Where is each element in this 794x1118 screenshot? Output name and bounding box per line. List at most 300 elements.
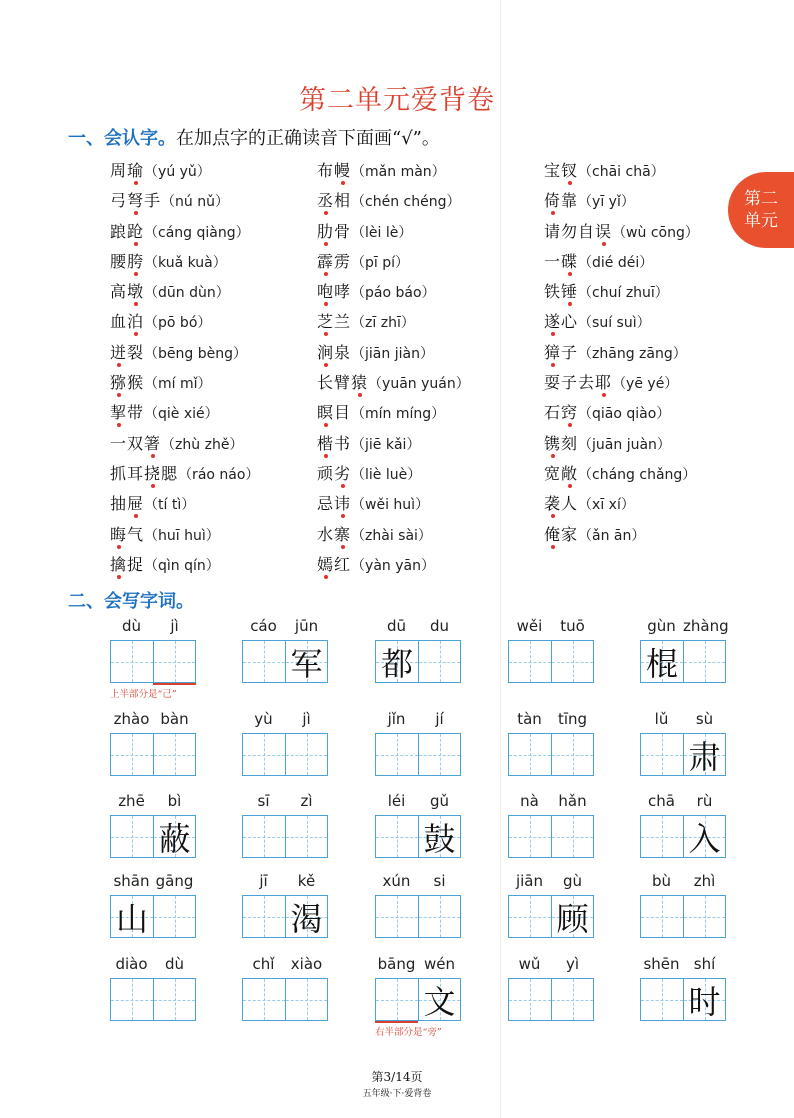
word-char: 腰 <box>110 251 128 271</box>
word-char: 红 <box>334 554 352 574</box>
tianzige-box <box>110 815 196 858</box>
pinyin-syllable: diào <box>115 955 148 973</box>
word-column-2 <box>317 157 470 581</box>
pinyin-syllable: tàn <box>517 710 542 728</box>
pinyin-syllable: tīng <box>557 710 588 728</box>
word-text <box>110 161 144 180</box>
pinyin-label <box>242 710 328 732</box>
word-char: 带 <box>127 403 145 423</box>
pinyin-options[interactable]: （kuǎ kuà） <box>144 254 227 271</box>
word-item <box>317 369 470 399</box>
pinyin-syllable: wǔ <box>518 955 541 973</box>
pinyin-options[interactable]: （yú yǔ） <box>144 164 211 180</box>
pinyin-options[interactable]: （chuí zhuī） <box>578 285 669 302</box>
word-char: 书 <box>334 433 352 453</box>
pinyin-syllable: gāng <box>155 872 194 890</box>
pinyin-options[interactable]: （dūn dùn） <box>144 285 230 302</box>
word-text <box>317 434 351 453</box>
word-text <box>110 494 144 513</box>
pinyin-syllable: shēn <box>643 955 680 973</box>
writing-square[interactable] <box>641 979 683 1020</box>
word-item <box>110 308 259 338</box>
word-item <box>110 490 259 520</box>
word-text <box>544 494 578 513</box>
pinyin-options[interactable]: （ráo náo） <box>178 466 260 483</box>
tianzige-box <box>375 895 461 938</box>
pinyin-syllable: jǐn <box>387 710 406 728</box>
word-char: 一 <box>110 433 128 453</box>
word-text <box>317 312 351 331</box>
word-char: 气 <box>127 524 145 544</box>
word-item <box>317 278 470 308</box>
word-item <box>544 369 699 399</box>
pinyin-options[interactable]: （yī yǐ） <box>578 194 635 211</box>
word-char: 捉 <box>127 554 145 574</box>
writing-square[interactable] <box>376 641 418 682</box>
writing-square[interactable] <box>153 816 195 857</box>
writing-square[interactable] <box>111 641 153 682</box>
word-text <box>110 555 144 574</box>
pinyin-syllable: xún <box>382 872 411 890</box>
pinyin-options[interactable]: （yē yé） <box>612 376 679 393</box>
word-text <box>544 191 578 210</box>
word-text <box>544 343 578 362</box>
word-char: 宝 <box>544 161 562 180</box>
dotted-char: 挠 <box>144 463 162 483</box>
section-1-instruction: 在加点字的正确读音下面画“√”。 <box>176 128 440 149</box>
hint-note: 上半部分是“己” <box>110 689 177 700</box>
writing-square[interactable] <box>509 896 551 937</box>
pinyin-options[interactable]: （yuān yuán） <box>368 376 470 393</box>
pinyin-label <box>242 955 328 977</box>
writing-square[interactable] <box>153 641 195 682</box>
pinyin-label <box>640 710 726 732</box>
dotted-char: 耶 <box>595 373 613 393</box>
pinyin-options[interactable]: （huī huì） <box>144 527 220 544</box>
word-char: 双 <box>127 433 145 453</box>
writing-square[interactable] <box>285 734 327 775</box>
footer-subtitle: 五年级·下·爱背卷 <box>362 1089 432 1099</box>
writing-square[interactable] <box>111 896 153 937</box>
dotted-char: 嫣 <box>317 554 335 574</box>
word-text <box>110 464 178 483</box>
pinyin-label <box>375 792 461 814</box>
pinyin-syllable: bì <box>167 792 182 810</box>
word-text <box>317 252 351 271</box>
writing-square[interactable] <box>376 734 418 775</box>
dotted-char: 泊 <box>127 312 145 332</box>
writing-square[interactable] <box>111 734 153 775</box>
pinyin-options[interactable]: （nú nǔ） <box>161 194 229 211</box>
tianzige-box <box>508 815 594 858</box>
page-number: 第3/14页 <box>371 1070 423 1084</box>
writing-square[interactable] <box>683 896 725 937</box>
writing-square[interactable] <box>683 641 725 682</box>
word-item <box>544 308 699 338</box>
pinyin-label <box>508 710 594 732</box>
pinyin-label <box>110 710 196 732</box>
writing-square[interactable] <box>153 896 195 937</box>
tianzige-box <box>375 733 461 776</box>
writing-square[interactable] <box>418 641 460 682</box>
tianzige-box <box>640 640 726 683</box>
pinyin-syllable: tuō <box>560 617 585 635</box>
word-item <box>110 521 259 551</box>
word-char: 踉 <box>110 221 128 241</box>
word-char: 子 <box>561 373 579 393</box>
dotted-char: 敞 <box>561 463 579 483</box>
writing-square[interactable] <box>551 816 593 857</box>
pinyin-options[interactable]: （zī zhī） <box>351 315 415 332</box>
writing-square[interactable] <box>243 641 285 682</box>
writing-square[interactable] <box>376 979 418 1020</box>
word-char: 哮 <box>334 282 352 302</box>
pinyin-options[interactable]: （dié déi） <box>578 254 654 271</box>
pinyin-options[interactable]: （zhāng zāng） <box>578 345 687 362</box>
word-item <box>110 551 259 581</box>
given-character: 顾 <box>556 899 589 938</box>
tianzige-box <box>110 895 196 938</box>
word-item <box>317 399 470 429</box>
pinyin-syllable: du <box>429 617 450 635</box>
writing-square[interactable] <box>551 641 593 682</box>
dotted-char: 倚 <box>544 191 562 211</box>
tianzige-box <box>375 640 461 683</box>
pinyin-label <box>110 955 196 977</box>
dotted-char: 遂 <box>544 312 562 332</box>
pinyin-options[interactable]: （cháng chǎng） <box>578 466 697 483</box>
pinyin-options[interactable]: （ǎn ān） <box>578 527 646 544</box>
dotted-char: 屉 <box>127 494 145 514</box>
word-item <box>544 248 699 278</box>
dotted-char: 袭 <box>544 494 562 514</box>
word-char: 腮 <box>161 463 179 483</box>
dotted-char: 瞑 <box>317 403 335 423</box>
word-char: 高 <box>110 282 128 302</box>
writing-square[interactable] <box>418 816 460 857</box>
dotted-char: 挈 <box>110 403 128 423</box>
word-text <box>110 343 144 362</box>
pinyin-options[interactable]: （mí mǐ） <box>144 376 212 393</box>
word-text <box>110 282 144 301</box>
word-char: 相 <box>334 191 352 211</box>
writing-square[interactable] <box>285 816 327 857</box>
word-char: 人 <box>561 494 579 514</box>
writing-square[interactable] <box>641 734 683 775</box>
hint-underline <box>375 1021 418 1023</box>
word-text <box>317 282 351 301</box>
word-char: 臂 <box>334 373 352 393</box>
writing-square[interactable] <box>376 816 418 857</box>
tianzige-box <box>640 733 726 776</box>
given-character: 文 <box>423 982 456 1021</box>
tianzige-box <box>640 978 726 1021</box>
pinyin-syllable: yì <box>565 955 580 973</box>
dotted-char: 箸 <box>144 433 162 453</box>
pinyin-syllable: wén <box>423 955 455 973</box>
pinyin-options[interactable]: （mǎn màn） <box>351 164 446 180</box>
dotted-char: 讳 <box>334 494 352 514</box>
pinyin-options[interactable]: （jiān jiàn） <box>351 345 434 362</box>
tianzige-box <box>242 733 328 776</box>
pinyin-options[interactable]: （chén chéng） <box>351 194 461 211</box>
dotted-char: 丞 <box>317 191 335 211</box>
pinyin-options[interactable]: （suí suì） <box>578 315 651 332</box>
word-text <box>110 252 144 271</box>
word-text <box>110 373 144 392</box>
writing-square[interactable] <box>418 979 460 1020</box>
tianzige-box <box>508 733 594 776</box>
writing-square[interactable] <box>243 816 285 857</box>
writing-square[interactable] <box>285 979 327 1020</box>
word-text <box>317 464 351 483</box>
dotted-char: 楷 <box>317 433 335 453</box>
dotted-char: 幔 <box>334 161 352 180</box>
pinyin-syllable: dù <box>121 617 142 635</box>
word-item <box>544 490 699 520</box>
pinyin-syllable: sī <box>257 792 270 810</box>
writing-square[interactable] <box>683 816 725 857</box>
word-item <box>317 551 470 581</box>
pinyin-options[interactable]: （yàn yān） <box>351 557 435 574</box>
dotted-char: 芝 <box>317 312 335 332</box>
pinyin-options[interactable]: （páo báo） <box>351 285 436 302</box>
unit-tab-line-1: 第二 <box>744 189 778 209</box>
word-text <box>317 555 351 574</box>
pinyin-syllable: chā <box>648 792 675 810</box>
word-char: 雳 <box>334 251 352 271</box>
dotted-char: 咆 <box>317 282 335 302</box>
writing-square[interactable] <box>243 734 285 775</box>
word-char: 猴 <box>127 373 145 393</box>
pinyin-syllable: sù <box>695 710 714 728</box>
pinyin-syllable: chǐ <box>252 955 275 973</box>
word-char: 抽 <box>110 494 128 514</box>
given-character: 渴 <box>290 899 323 938</box>
word-text <box>544 282 578 301</box>
dotted-char: 迸 <box>110 342 128 362</box>
pinyin-options[interactable]: （cáng qiàng） <box>144 224 250 241</box>
word-text <box>317 494 351 513</box>
word-item <box>544 430 699 460</box>
word-text <box>317 403 351 422</box>
writing-square[interactable] <box>376 896 418 937</box>
word-item <box>110 369 259 399</box>
pinyin-options[interactable]: （mín míng） <box>351 406 446 423</box>
pinyin-syllable: rù <box>696 792 713 810</box>
writing-square[interactable] <box>285 896 327 937</box>
word-text <box>317 222 351 241</box>
writing-square[interactable] <box>551 896 593 937</box>
tianzige-box <box>110 733 196 776</box>
pinyin-label <box>242 617 328 639</box>
pinyin-syllable: dū <box>386 617 407 635</box>
writing-square[interactable] <box>641 816 683 857</box>
word-text <box>544 434 578 453</box>
pinyin-label <box>640 872 726 894</box>
writing-square[interactable] <box>641 896 683 937</box>
word-item <box>110 157 259 187</box>
dotted-char: 墩 <box>127 282 145 302</box>
word-char: 家 <box>561 524 579 544</box>
writing-square[interactable] <box>509 816 551 857</box>
writing-square[interactable] <box>551 734 593 775</box>
word-text <box>110 525 144 544</box>
dotted-char: 俺 <box>544 524 562 544</box>
pinyin-options[interactable]: （bēng bèng） <box>144 345 248 362</box>
writing-square[interactable] <box>153 979 195 1020</box>
word-char: 勿 <box>561 221 579 241</box>
pinyin-syllable: si <box>433 872 446 890</box>
writing-square[interactable] <box>683 734 725 775</box>
word-item <box>544 278 699 308</box>
pinyin-syllable: jiān <box>515 872 544 890</box>
word-char: 骨 <box>334 221 352 241</box>
word-char: 心 <box>561 312 579 332</box>
dotted-char: 镌 <box>544 433 562 453</box>
given-character: 鼓 <box>423 819 456 858</box>
writing-square[interactable] <box>418 734 460 775</box>
word-item <box>110 430 259 460</box>
tianzige-box <box>242 895 328 938</box>
writing-square[interactable] <box>418 896 460 937</box>
pinyin-syllable: shān <box>113 872 150 890</box>
given-character: 山 <box>115 899 148 938</box>
pinyin-options[interactable]: （liè luè） <box>351 466 422 483</box>
word-char: 一 <box>544 251 562 271</box>
pinyin-options[interactable]: （zhù zhě） <box>161 436 244 453</box>
word-char: 耳 <box>127 463 145 483</box>
hint-note: 右半部分是“旁” <box>375 1027 442 1038</box>
word-char: 石 <box>544 403 562 423</box>
dotted-char: 晦 <box>110 524 128 544</box>
pinyin-syllable: bàn <box>160 710 189 728</box>
tianzige-box <box>375 815 461 858</box>
writing-square[interactable] <box>153 734 195 775</box>
dotted-char: 碟 <box>561 251 579 271</box>
word-text <box>317 191 351 210</box>
word-item <box>110 187 259 217</box>
word-char: 血 <box>110 312 128 332</box>
word-item <box>110 399 259 429</box>
pinyin-label <box>640 617 729 639</box>
word-item <box>110 339 259 369</box>
pinyin-syllable: gùn <box>647 617 676 635</box>
word-char: 去 <box>578 373 596 393</box>
given-character: 肃 <box>688 737 721 776</box>
unit-tab-line-2: 单元 <box>744 211 778 231</box>
pinyin-options[interactable]: （chāi chā） <box>578 164 665 180</box>
writing-square[interactable] <box>243 896 285 937</box>
word-char: 刻 <box>561 433 579 453</box>
dotted-char: 锤 <box>561 282 579 302</box>
word-text <box>544 222 612 241</box>
pinyin-options[interactable]: （pō bó） <box>144 315 212 332</box>
given-character: 军 <box>290 644 323 683</box>
word-char: 目 <box>334 403 352 423</box>
dotted-char: 弩 <box>127 191 145 211</box>
word-char: 自 <box>578 221 596 241</box>
pinyin-options[interactable]: （lèi lè） <box>351 224 413 241</box>
pinyin-options[interactable]: （wù cōng） <box>612 224 699 241</box>
pinyin-syllable: zhē <box>118 792 145 810</box>
word-item <box>317 521 470 551</box>
word-text <box>317 343 351 362</box>
pinyin-syllable: shí <box>693 955 716 973</box>
section-2-header <box>68 587 194 613</box>
pinyin-options[interactable]: （pī pí） <box>351 254 410 271</box>
writing-square[interactable] <box>683 979 725 1020</box>
pinyin-options[interactable]: （tí tì） <box>144 497 196 514</box>
dotted-char: 跄 <box>127 221 145 241</box>
pinyin-syllable: jì <box>302 710 311 728</box>
pinyin-label <box>375 872 461 894</box>
word-item <box>544 218 699 248</box>
given-character: 入 <box>688 819 721 858</box>
writing-square[interactable] <box>111 979 153 1020</box>
pinyin-options[interactable]: （qìn qín） <box>144 557 220 574</box>
pinyin-syllable: wěi <box>516 617 543 635</box>
pinyin-label <box>508 955 594 977</box>
word-text <box>544 161 578 180</box>
hint-underline <box>153 683 196 685</box>
word-text <box>317 161 351 180</box>
section-2-heading: 二、会写字词。 <box>68 591 194 612</box>
word-char: 耍 <box>544 373 562 393</box>
writing-square[interactable] <box>285 641 327 682</box>
word-text <box>110 403 144 422</box>
given-character: 棍 <box>645 644 678 683</box>
word-item <box>317 248 470 278</box>
pinyin-label <box>508 617 594 639</box>
pinyin-options[interactable]: （qiè xié） <box>144 406 219 423</box>
tianzige-box <box>640 815 726 858</box>
pinyin-options[interactable]: （qiāo qiào） <box>578 406 671 423</box>
pinyin-options[interactable]: （jiē kǎi） <box>351 436 421 453</box>
pinyin-options[interactable]: （xī xí） <box>578 497 635 514</box>
pinyin-syllable: dù <box>164 955 185 973</box>
pinyin-options[interactable]: （zhài sài） <box>351 527 432 544</box>
writing-square[interactable] <box>509 641 551 682</box>
tianzige-box <box>508 640 594 683</box>
writing-square[interactable] <box>641 641 683 682</box>
pinyin-options[interactable]: （wěi huì） <box>351 497 430 514</box>
writing-square[interactable] <box>509 734 551 775</box>
pinyin-syllable: yù <box>254 710 273 728</box>
writing-square[interactable] <box>551 979 593 1020</box>
word-text <box>317 373 368 392</box>
dotted-char: 擒 <box>110 554 128 574</box>
writing-square[interactable] <box>509 979 551 1020</box>
word-char: 弓 <box>110 191 128 211</box>
pinyin-syllable: zhàng <box>683 617 729 635</box>
word-item <box>544 460 699 490</box>
tianzige-box <box>508 895 594 938</box>
word-text <box>110 222 144 241</box>
word-char: 抓 <box>110 463 128 483</box>
pinyin-syllable: bāng <box>377 955 416 973</box>
pinyin-syllable: zhì <box>693 872 716 890</box>
word-item <box>110 278 259 308</box>
pinyin-options[interactable]: （juān juàn） <box>578 436 671 453</box>
dotted-char: 獐 <box>544 342 562 362</box>
writing-square[interactable] <box>243 979 285 1020</box>
pinyin-label <box>375 710 461 732</box>
writing-square[interactable] <box>111 816 153 857</box>
word-item <box>544 521 699 551</box>
dotted-char: 瑜 <box>127 161 145 180</box>
pinyin-label <box>242 792 328 814</box>
